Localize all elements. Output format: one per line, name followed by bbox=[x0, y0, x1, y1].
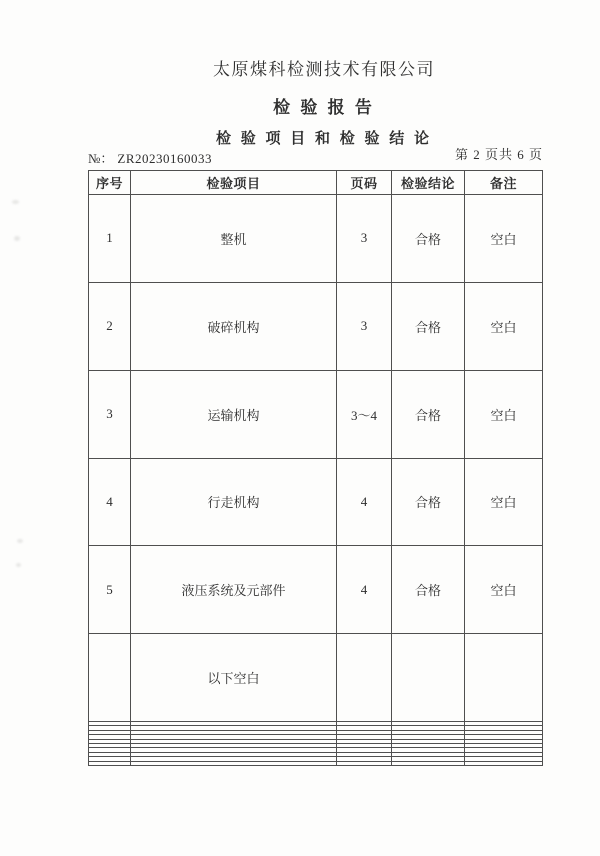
cell-conclusion: 合格 bbox=[392, 458, 465, 546]
col-header-conclusion: 检验结论 bbox=[392, 171, 465, 195]
cell-item: 运输机构 bbox=[131, 370, 337, 458]
table-row bbox=[89, 282, 543, 370]
table-row bbox=[89, 458, 543, 546]
cell-remark: 空白 bbox=[465, 546, 543, 634]
scan-artifact bbox=[16, 563, 21, 567]
table-row bbox=[89, 761, 543, 765]
scan-artifact bbox=[14, 236, 20, 241]
cell-item: 破碎机构 bbox=[131, 282, 337, 370]
report-number-value: ZR20230160033 bbox=[117, 151, 213, 166]
report-title: 检 验 报 告 bbox=[273, 98, 375, 117]
cell-conclusion: 合格 bbox=[392, 282, 465, 370]
cell-page: 4 bbox=[337, 458, 392, 546]
cell-index: 3 bbox=[89, 370, 131, 458]
col-header-index: 序号 bbox=[89, 171, 131, 195]
cell-index: 2 bbox=[89, 282, 131, 370]
inspection-results-table bbox=[88, 170, 543, 766]
cell-conclusion: 合格 bbox=[392, 546, 465, 634]
cell-page: 3 bbox=[337, 195, 392, 283]
cell-remark bbox=[465, 634, 543, 722]
cell-conclusion: 合格 bbox=[392, 370, 465, 458]
table-row bbox=[89, 195, 543, 283]
scan-artifact bbox=[12, 200, 19, 204]
table-row bbox=[89, 370, 543, 458]
cell-index bbox=[89, 634, 131, 722]
meta-row bbox=[88, 147, 543, 169]
cell-remark: 空白 bbox=[465, 282, 543, 370]
cell-index: 5 bbox=[89, 546, 131, 634]
cell-conclusion: 合格 bbox=[392, 195, 465, 283]
company-name: 太原煤科检测技术有限公司 bbox=[213, 60, 435, 79]
col-header-item: 检验项目 bbox=[131, 171, 337, 195]
cell-item: 以下空白 bbox=[131, 634, 337, 722]
cell-remark: 空白 bbox=[465, 370, 543, 458]
section-title: 检 验 项 目 和 检 验 结 论 bbox=[215, 131, 432, 147]
cell-index: 1 bbox=[89, 195, 131, 283]
cell-conclusion bbox=[392, 634, 465, 722]
cell-remark bbox=[465, 761, 543, 765]
cell-page: 3 bbox=[337, 282, 392, 370]
cell-index: 4 bbox=[89, 458, 131, 546]
cell-page bbox=[337, 634, 392, 722]
cell-item: 行走机构 bbox=[131, 458, 337, 546]
table-row bbox=[89, 634, 543, 722]
page-indicator: 第 2 页共 6 页 bbox=[454, 147, 543, 162]
cell-remark: 空白 bbox=[465, 195, 543, 283]
report-number-label: №： bbox=[88, 151, 114, 166]
table-header-row bbox=[89, 171, 543, 195]
table-body bbox=[89, 195, 543, 766]
table-row bbox=[89, 546, 543, 634]
cell-item: 整机 bbox=[131, 195, 337, 283]
cell-remark: 空白 bbox=[465, 458, 543, 546]
scan-artifact bbox=[17, 539, 23, 543]
cell-conclusion bbox=[392, 761, 465, 765]
cell-page: 4 bbox=[337, 546, 392, 634]
cell-item: 液压系统及元部件 bbox=[131, 546, 337, 634]
report-number bbox=[88, 149, 212, 169]
cell-item bbox=[131, 761, 337, 765]
cell-page: 3～4 bbox=[337, 370, 392, 458]
cell-index bbox=[89, 761, 131, 765]
cell-page bbox=[337, 761, 392, 765]
col-header-remark: 备注 bbox=[465, 171, 543, 195]
col-header-page: 页码 bbox=[337, 171, 392, 195]
